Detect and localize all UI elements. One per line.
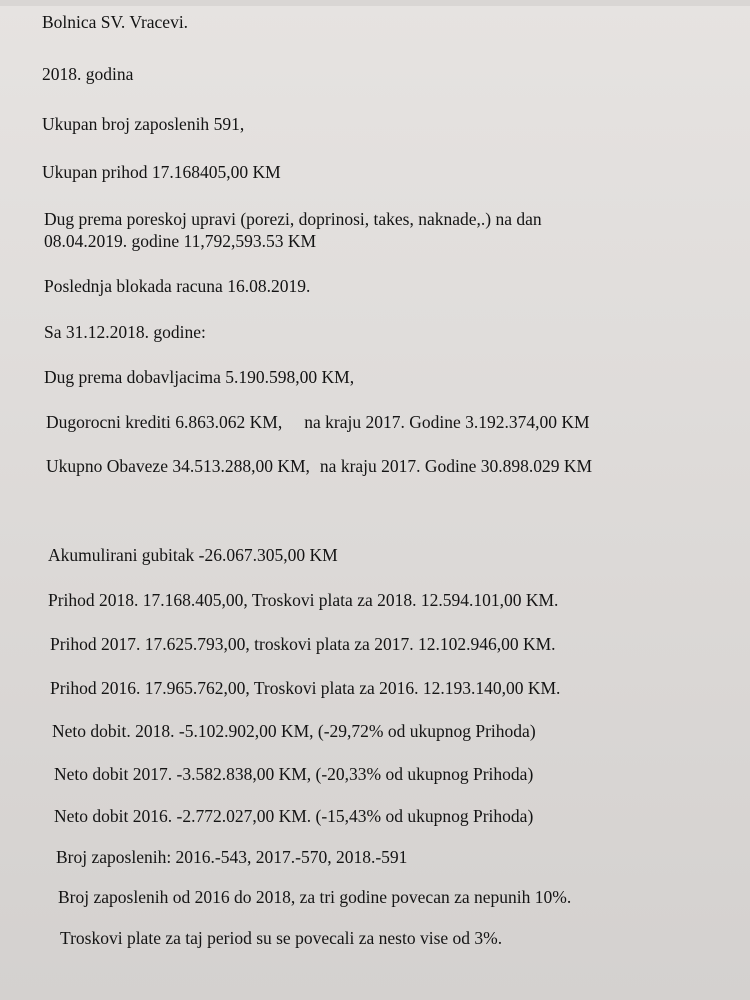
income-line bbox=[42, 162, 281, 182]
salary-growth-line: Troskovi plate za taj period su se povecali za nesto vise od 3%. bbox=[60, 928, 503, 948]
net-profit-2018-line: Neto dobit. 2018. -5.102.902,00 KM, (-29,72% od ukupnog Prihoda) bbox=[52, 721, 536, 741]
accumulated-loss-line: Akumulirani gubitak -26.067.305,00 KM bbox=[48, 545, 338, 565]
as-of-line: Sa 31.12.2018. godine: bbox=[44, 322, 206, 342]
hospital-name: Bolnica SV. Vracevi. bbox=[42, 12, 189, 32]
long-term-loans-2017: na kraju 2017. Godine 3.192.374,00 KM bbox=[304, 412, 590, 432]
suppliers-debt-line: Dug prema dobavljacima 5.190.598,00 KM, bbox=[44, 367, 355, 387]
income-value: 17.168405,00 KM bbox=[151, 162, 281, 182]
employees-line bbox=[42, 114, 244, 134]
employees-label: Ukupan broj zaposlenih bbox=[42, 114, 210, 134]
long-term-loans-value: Dugorocni krediti 6.863.062 KM, bbox=[46, 412, 283, 432]
headcount-line: Broj zaposlenih: 2016.-543, 2017.-570, 2018.-591 bbox=[56, 847, 408, 867]
income-2016-line: Prihod 2016. 17.965.762,00, Troskovi plata za 2016. 12.193.140,00 KM. bbox=[50, 678, 561, 698]
net-profit-2017-line: Neto dobit 2017. -3.582.838,00 KM, (-20,33% od ukupnog Prihoda) bbox=[54, 764, 534, 784]
report-year: 2018. godina bbox=[42, 64, 134, 84]
income-2017-line: Prihod 2017. 17.625.793,00, troskovi plata za 2017. 12.102.946,00 KM. bbox=[50, 634, 556, 654]
tax-debt-line-2: 08.04.2019. godine 11,792,593.53 KM bbox=[44, 231, 317, 251]
page-top-edge bbox=[0, 0, 750, 6]
total-liabilities-line bbox=[46, 456, 592, 476]
tax-debt-line-1: Dug prema poreskoj upravi (porezi, doprinosi, takes, naknade,.) na dan bbox=[44, 209, 542, 229]
income-2018-line: Prihod 2018. 17.168.405,00, Troskovi plata za 2018. 12.594.101,00 KM. bbox=[48, 590, 559, 610]
headcount-growth-line: Broj zaposlenih od 2016 do 2018, za tri godine povecan za nepunih 10%. bbox=[58, 887, 572, 907]
income-label: Ukupan prihod bbox=[42, 162, 148, 182]
blockade-line: Poslednja blokada racuna 16.08.2019. bbox=[44, 276, 311, 296]
employees-value: 591, bbox=[213, 114, 245, 134]
total-liabilities-value: Ukupno Obaveze 34.513.288,00 KM, bbox=[46, 456, 310, 476]
net-profit-2016-line: Neto dobit 2016. -2.772.027,00 KM. (-15,43% od ukupnog Prihoda) bbox=[54, 806, 534, 826]
long-term-loans-line bbox=[46, 412, 590, 432]
total-liabilities-2017: na kraju 2017. Godine 30.898.029 KM bbox=[319, 456, 593, 476]
